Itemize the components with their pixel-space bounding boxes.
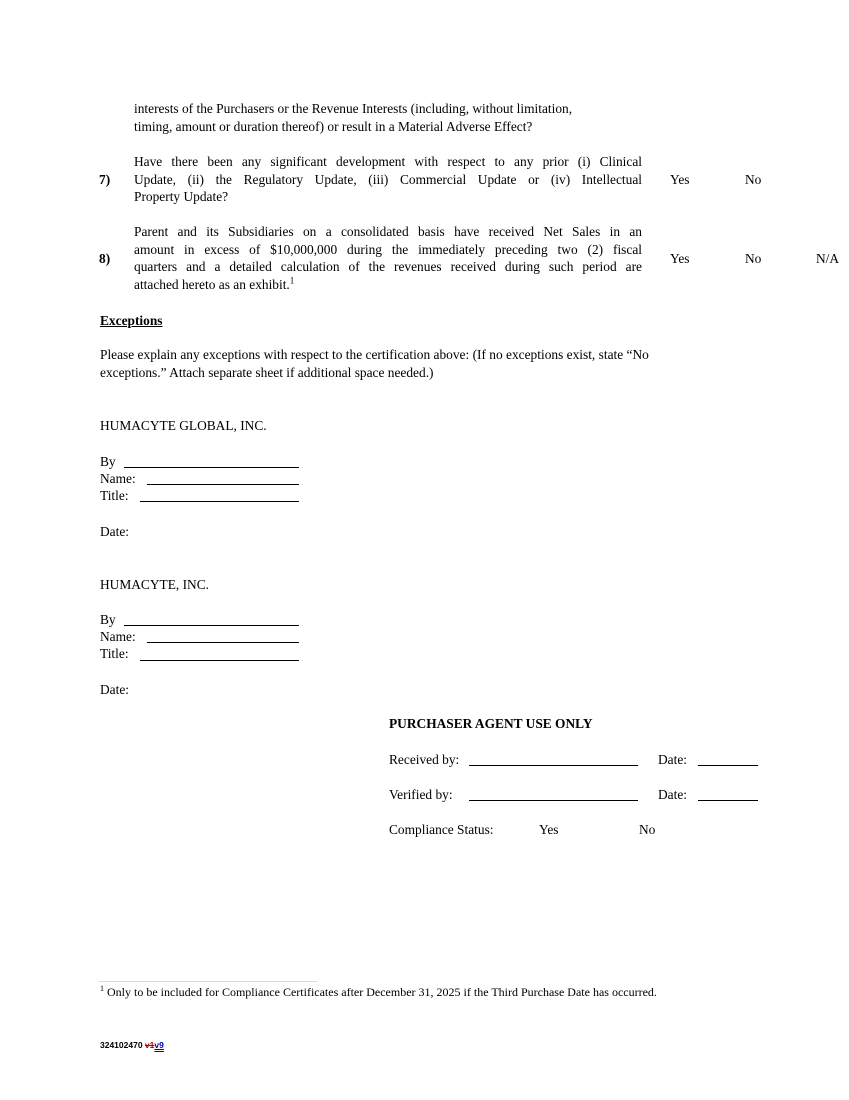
question-7-line-1: Have there been any significant development with respect to any prior (i) Clinical (134, 154, 642, 169)
company-name-global: HUMACYTE GLOBAL, INC. (100, 418, 267, 433)
question-8-no: No (745, 251, 762, 266)
question-7-line-3: Property Update? (134, 189, 229, 204)
received-by-label: Received by: (389, 752, 460, 767)
footnote-reference: 1 (289, 275, 295, 286)
company-name-inc: HUMACYTE, INC. (100, 577, 209, 592)
name-signature-line[interactable] (147, 642, 299, 643)
question-7-line-2: Update, (ii) the Regulatory Update, (iii) Commercial Update or (iv) Intellectual (134, 172, 642, 187)
compliance-status-label: Compliance Status: (389, 822, 494, 837)
question-8-line-4-text: attached hereto as an exhibit. (134, 277, 290, 292)
compliance-yes: Yes (539, 822, 559, 837)
doc-id-number: 324102470 (100, 1040, 145, 1050)
verified-date-line[interactable] (698, 800, 758, 801)
question-7-number: 7) (99, 172, 111, 187)
document-id (100, 1038, 164, 1053)
continuation-line-2: timing, amount or duration thereof) or result in a Material Adverse Effect? (134, 119, 533, 134)
name-signature-line[interactable] (147, 484, 299, 485)
date-label: Date: (100, 524, 129, 539)
footnote-text: Only to be included for Compliance Certificates after December 31, 2025 if the Third Purchase Date has occurred. (107, 985, 657, 999)
continuation-line-1: interests of the Purchasers or the Revenue Interests (including, without limitation, (134, 101, 573, 116)
footnote-separator (99, 981, 317, 982)
exceptions-heading: Exceptions (100, 313, 163, 328)
name-label: Name: (100, 629, 136, 644)
footnote-marker: 1 (100, 984, 104, 993)
verified-date-label: Date: (658, 787, 687, 802)
question-7-no: No (745, 172, 762, 187)
by-label: By (100, 612, 116, 627)
question-8-na: N/A (816, 251, 840, 266)
verified-by-line[interactable] (469, 800, 638, 801)
question-8-line-1: Parent and its Subsidiaries on a consolidated basis have received Net Sales in an (134, 224, 642, 239)
doc-id-deleted-version: v1 (144, 1040, 155, 1050)
question-7-yes: Yes (670, 172, 690, 187)
by-signature-line[interactable] (124, 467, 299, 468)
verified-by-label: Verified by: (389, 787, 453, 802)
question-8-line-4 (134, 277, 294, 292)
by-signature-line[interactable] (124, 625, 299, 626)
title-label: Title: (100, 488, 129, 503)
doc-id-inserted-version: v9 (154, 1040, 164, 1050)
footnote (100, 985, 657, 1000)
exceptions-line-2: exceptions.” Attach separate sheet if additional space needed.) (100, 365, 434, 380)
purchaser-agent-heading: PURCHASER AGENT USE ONLY (389, 716, 593, 731)
question-8-number: 8) (99, 251, 111, 266)
by-label: By (100, 454, 116, 469)
exceptions-line-1: Please explain any exceptions with respect to the certification above: (If no exceptions exist, state “No (100, 347, 649, 362)
received-by-line[interactable] (469, 765, 638, 766)
name-label: Name: (100, 471, 136, 486)
received-date-line[interactable] (698, 765, 758, 766)
title-signature-line[interactable] (140, 660, 299, 661)
date-label: Date: (100, 682, 129, 697)
question-8-yes: Yes (670, 251, 690, 266)
compliance-no: No (639, 822, 656, 837)
title-signature-line[interactable] (140, 501, 299, 502)
question-8-line-3: quarters and a detailed calculation of the revenues received during such period are (134, 259, 642, 274)
received-date-label: Date: (658, 752, 687, 767)
title-label: Title: (100, 646, 129, 661)
question-8-line-2: amount in excess of $10,000,000 during the immediately preceding two (2) fiscal (134, 242, 642, 257)
